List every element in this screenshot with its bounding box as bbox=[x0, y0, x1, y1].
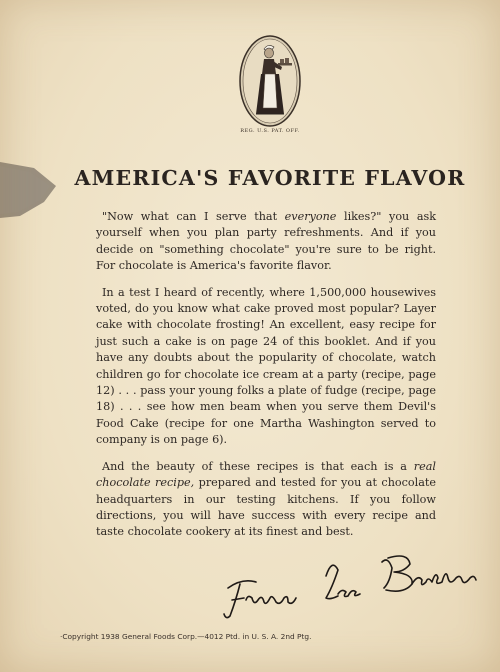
page-title: AMERICA'S FAVORITE FLAVOR bbox=[74, 166, 466, 190]
chocolate-girl-seal-icon bbox=[238, 34, 302, 132]
paragraph-1-part-b: likes?" you ask yourself when you plan party refreshments. And if you decide on "something chocolate" you're sure to be right. For chocolate is America's favorite flavor. bbox=[96, 210, 437, 273]
paragraph-3-part-b: prepared and tested for you at chocolate headquarters in our testing kitchens. If you follow directions, you will have success with every recipe and taste chocolate cookery at its finest and best. bbox=[96, 476, 436, 539]
paragraph-3-part-a: And the beauty of these recipes is that each is a bbox=[102, 459, 414, 473]
paragraph-1-emphasis: everyone bbox=[284, 210, 337, 223]
torn-corner-mark bbox=[0, 158, 58, 220]
copyright-line: ·Copyright 1938 General Foods Corp.—4012 Ptd. in U. S. A. 2nd Ptg. bbox=[60, 632, 312, 641]
handwritten-signature bbox=[222, 548, 484, 622]
paragraph-3 bbox=[96, 459, 436, 541]
paragraph-3-emphasis: real chocolate recipe, bbox=[96, 459, 436, 490]
paragraph-2: In a test I heard of recently, where 1,500,000 housewives voted, do you know what cake proved most popular? Layer cake with chocolate frosting! An excellent, easy recipe for just such a cake is on page 24 of this booklet. And if you have any doubts about the popularity of chocolate, watch children go for chocolate ice cream at a party (recipe, page 12) . . . pass your young folks a plate of fudge (recipe, page 18) . . . see how men beam when you serve them Devil's Food Cake (recipe for one Martha Washington served to company is on page 6). bbox=[96, 285, 436, 447]
paragraph-1 bbox=[96, 209, 436, 275]
letter-body bbox=[96, 209, 436, 551]
paragraph-1-part-a: "Now what can I serve that bbox=[102, 210, 285, 223]
trademark-text: REG. U.S. PAT. OFF. bbox=[240, 128, 300, 134]
